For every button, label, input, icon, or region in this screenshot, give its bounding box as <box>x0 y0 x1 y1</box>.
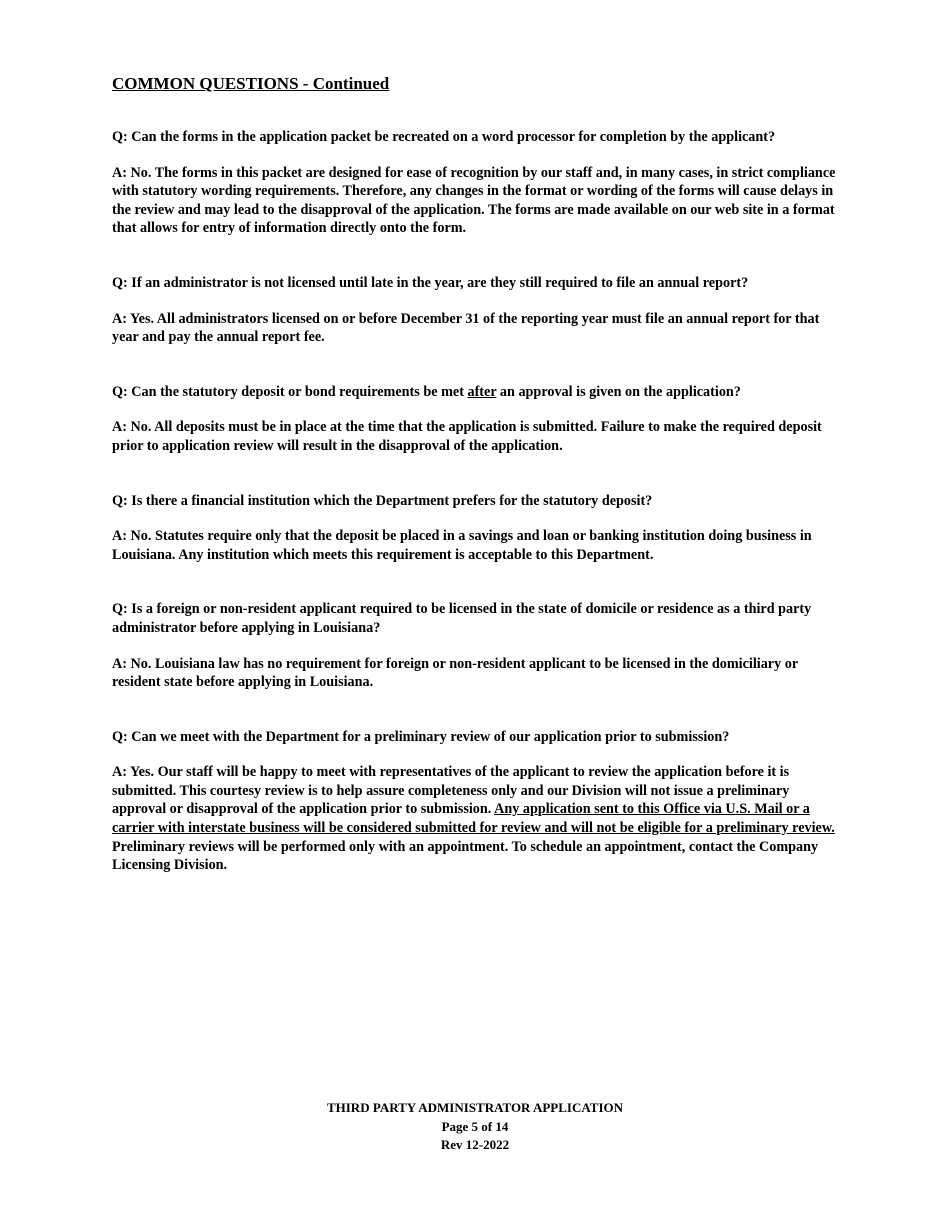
answer-text: A: No. The forms in this packet are designed for ease of recognition by our staff and, in many cases, in strict compliance with statutory wording requirements. Therefore, any changes in the format or wording of the forms will cause delays in the review and may lead to the disapproval of the application. The forms are made available on our web site in a format that allows for entry of information directly onto the form. <box>112 164 836 237</box>
qa-item-foreign-applicant <box>112 600 842 691</box>
qa-item-financial-institution <box>112 492 842 565</box>
answer-text-start: A: Yes. Our staff will be happy to meet with representatives of the applicant to review the application before it is submitted. This courtesy review is to help assure completeness only and our Division will not issue a preliminary approval or disapproval of the application prior to submission. <box>112 764 790 818</box>
question-text <box>112 383 842 402</box>
qa-item-preliminary-review <box>112 728 842 875</box>
question-text: Q: Is there a financial institution which the Department prefers for the statutory deposit? <box>112 492 653 509</box>
question-text: Q: If an administrator is not licensed until late in the year, are they still required to file an annual report? <box>112 274 749 291</box>
footer-title: THIRD PARTY ADMINISTRATOR APPLICATION <box>326 1100 624 1115</box>
answer-text: A: No. Louisiana law has no requirement for foreign or non-resident applicant to be licensed in the domiciliary or resident state before applying in Louisiana. <box>112 655 798 691</box>
answer-text: A: Yes. All administrators licensed on or before December 31 of the reporting year must file an annual report for that year and pay the annual report fee. <box>112 310 820 346</box>
page-footer <box>0 1099 950 1155</box>
page-title: COMMON QUESTIONS - Continued <box>112 74 390 93</box>
footer-page-number: Page 5 of 14 <box>441 1118 509 1134</box>
answer-text: A: No. Statutes require only that the deposit be placed in a savings and loan or banking institution doing business in Louisiana. Any institution which meets this requirement is acceptable to this Department. <box>112 528 812 563</box>
qa-item-deposit-timing <box>112 383 842 456</box>
answer-text: A: No. All deposits must be in place at the time that the application is submitted. Failure to make the required deposit prior to application review will result in the disapproval of the application. <box>112 419 822 454</box>
question-text-start: Q: Can the statutory deposit or bond requirements be met <box>112 383 468 400</box>
qa-item-annual-report <box>112 274 842 347</box>
question-text-end: an approval is given on the application? <box>496 383 741 400</box>
question-text: Q: Can we meet with the Department for a preliminary review of our application prior to submission? <box>112 728 730 745</box>
qa-item-forms <box>112 128 842 238</box>
answer-emphasis: Any application sent to this Office via U.S. Mail or a carrier with interstate business will be considered submitted for review and will not be eligible for a preliminary review. <box>112 801 835 837</box>
question-text: Q: Can the forms in the application packet be recreated on a word processor for completion by the applicant? <box>112 129 776 145</box>
footer-revision: Rev 12-2022 <box>440 1137 510 1152</box>
question-text: Q: Is a foreign or non-resident applicant required to be licensed in the state of domicile or residence as a third party administrator before applying in Louisiana? <box>112 601 812 636</box>
question-emphasis: after <box>467 383 497 400</box>
document-body <box>112 74 842 911</box>
answer-text <box>112 763 842 875</box>
answer-text-end: Preliminary reviews will be performed only with an appointment. To schedule an appointment, contact the Company Licensing Division. <box>112 838 819 874</box>
